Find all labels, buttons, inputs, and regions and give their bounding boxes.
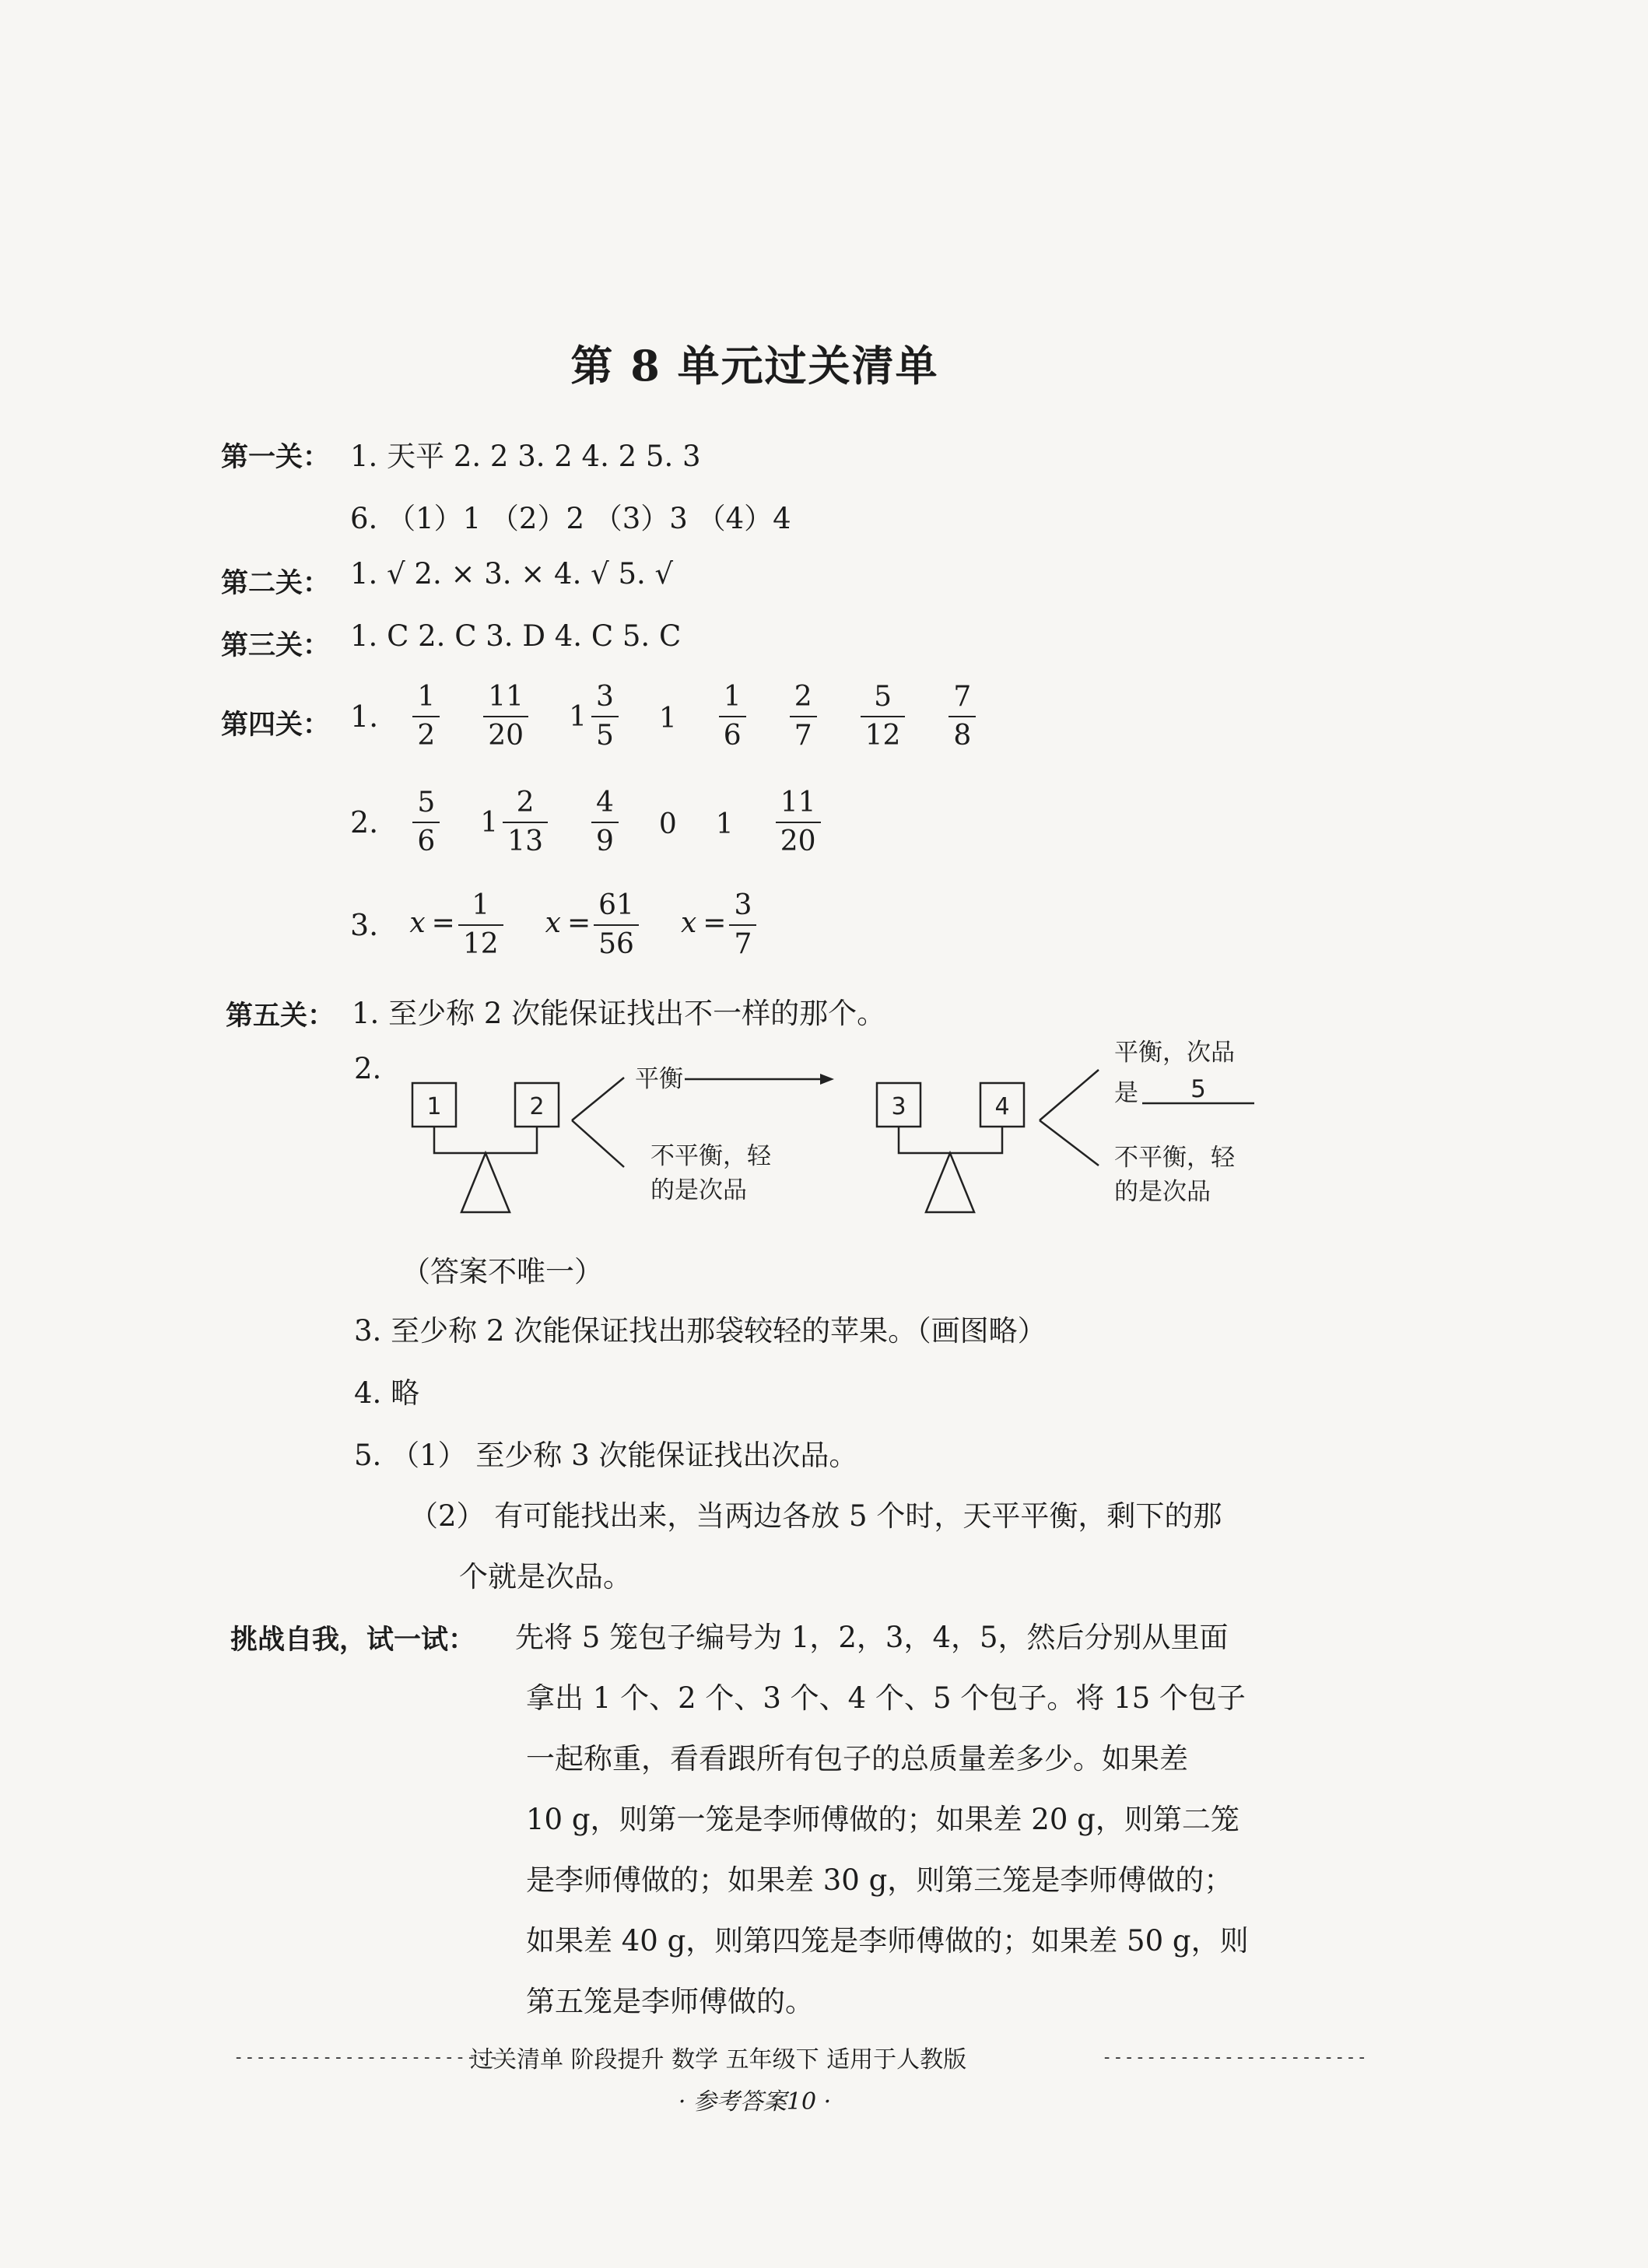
q3-denominator: 7	[734, 928, 752, 960]
challenge-line-6: 如果差 40 g，则第四笼是李师傅做的；如果差 50 g，则	[526, 1924, 1249, 1958]
q1-item	[659, 699, 678, 734]
q1-fraction	[948, 678, 976, 755]
q1-item	[409, 678, 443, 755]
q3-number: 3.	[350, 908, 379, 942]
section-2-label: 第二关：	[221, 568, 331, 599]
section-2-line: 1. √ 2. × 3. × 4. √ 5. √	[350, 557, 674, 591]
q3-numerator: 3	[729, 887, 756, 926]
page-number: · 参考答案10 ·	[678, 2088, 832, 2116]
q1-fraction	[861, 678, 906, 755]
q1-fraction	[719, 678, 746, 755]
q2-denominator: 9	[595, 826, 614, 857]
section-5-q3: 3. 至少称 2 次能保证找出那袋较轻的苹果。（画图略）	[354, 1314, 1047, 1348]
section-1-line-2: 6. （1）1 （2）2 （3）3 （4）4	[350, 502, 791, 535]
unbalanced-label-1: 不平衡，轻	[650, 1142, 771, 1170]
q1-denominator: 12	[864, 720, 901, 752]
beam-1	[434, 1127, 537, 1153]
q1-fraction	[591, 678, 619, 755]
q1-denominator: 6	[723, 720, 742, 752]
q3-equation	[409, 887, 506, 963]
q2-item	[480, 784, 551, 861]
beam-2	[899, 1127, 1002, 1153]
section-5-q5-part2-cont: 个就是次品。	[459, 1560, 632, 1593]
q3-equals: =	[703, 907, 727, 939]
arrow-head	[820, 1074, 834, 1085]
q2-item	[716, 804, 735, 840]
q1-denominator: 8	[953, 720, 972, 752]
q2-numerator: 5	[412, 784, 440, 823]
q1-item	[787, 678, 820, 755]
balanced-label: 平衡	[635, 1065, 683, 1093]
q2-numerator: 2	[503, 784, 548, 823]
q1-fraction	[483, 678, 528, 755]
q2-denominator: 6	[417, 826, 436, 857]
balance-scale-1	[412, 1083, 559, 1212]
q3-equation-list	[409, 889, 798, 960]
q1-value: 1	[658, 703, 677, 734]
result-value: 5	[1190, 1075, 1206, 1103]
q2-denominator: 20	[780, 826, 816, 857]
q2-fraction	[776, 784, 821, 861]
q1-fraction	[412, 678, 440, 755]
challenge-line-2: 拿出 1 个、2 个、3 个、4 个、5 个包子。将 15 个包子	[526, 1681, 1246, 1715]
q1-number: 1.	[350, 699, 379, 734]
page-title: 第 8 单元过关清单	[570, 341, 939, 391]
q3-equals: =	[431, 907, 455, 939]
challenge-label: 挑战自我，试一试：	[230, 1625, 476, 1656]
result-label-1: 平衡，次品	[1114, 1039, 1235, 1067]
q3-fraction	[594, 887, 639, 963]
q1-numerator: 11	[483, 678, 528, 717]
q3-numerator: 1	[458, 887, 503, 926]
q1-item	[480, 678, 531, 755]
q1-denominator: 20	[488, 720, 524, 752]
q1-fraction	[790, 678, 817, 755]
q2-number: 2.	[350, 805, 379, 840]
section-5-q4: 4. 略	[354, 1376, 420, 1410]
q2-numerator: 11	[776, 784, 821, 823]
branch-unbalanced-2	[1040, 1120, 1099, 1166]
q3-variable: x	[409, 907, 426, 939]
fulcrum-1	[461, 1153, 510, 1212]
section-4-q1	[350, 678, 1016, 755]
section-1-line-1: 1. 天平 2. 2 3. 2 4. 2 5. 3	[350, 440, 701, 473]
q2-fraction	[412, 784, 440, 861]
q1-fraction-list	[409, 681, 1016, 752]
q3-denominator: 56	[598, 928, 634, 960]
q2-fraction	[591, 784, 619, 861]
branch-balanced	[572, 1078, 624, 1120]
section-4-label: 第四关：	[221, 710, 331, 741]
q1-numerator: 1	[719, 678, 746, 717]
section-4-q3	[350, 887, 798, 963]
unbalanced-b-label-2: 的是次品	[1114, 1178, 1211, 1206]
section-4-q2	[350, 784, 861, 861]
q1-denominator: 5	[595, 720, 614, 752]
q3-equation	[681, 887, 759, 963]
q3-numerator: 61	[594, 887, 639, 926]
unbalanced-label-2: 的是次品	[650, 1176, 747, 1204]
section-5-q1: 1. 至少称 2 次能保证找出不一样的那个。	[352, 997, 886, 1030]
footer-divider-right: ------------------------	[1102, 2048, 1368, 2067]
q1-numerator: 2	[790, 678, 817, 717]
unbalanced-b-label-1: 不平衡，轻	[1114, 1144, 1235, 1172]
q2-value: 1	[715, 808, 734, 840]
q2-value: 0	[658, 808, 677, 840]
q1-numerator: 3	[591, 678, 619, 717]
challenge-line-3: 一起称重，看看跟所有包子的总质量差多少。如果差	[526, 1742, 1188, 1775]
q2-item	[773, 784, 824, 861]
q2-denominator: 13	[507, 826, 543, 857]
q3-equals: =	[566, 907, 591, 939]
section-5-q2-number: 2.	[354, 1052, 382, 1085]
q3-variable: x	[680, 907, 697, 939]
q2-item	[659, 804, 678, 840]
q1-denominator: 2	[417, 720, 436, 752]
q3-variable: x	[545, 907, 561, 939]
q1-numerator: 7	[948, 678, 976, 717]
challenge-line-1: 先将 5 笼包子编号为 1，2，3，4，5，然后分别从里面	[515, 1621, 1229, 1654]
q1-whole-part: 1	[569, 700, 587, 733]
box-1-label: 1	[426, 1093, 442, 1120]
box-4-label: 4	[994, 1093, 1010, 1120]
balance-diagram	[389, 1035, 1292, 1245]
q1-numerator: 5	[861, 678, 906, 717]
challenge-line-4: 10 g，则第一笼是李师傅做的；如果差 20 g，则第二笼	[526, 1803, 1240, 1836]
branch-balanced-2	[1040, 1070, 1099, 1120]
section-5-q5-part1: 5. （1） 至少称 3 次能保证找出次品。	[354, 1439, 858, 1472]
q2-fraction-list	[409, 787, 861, 857]
section-1-label: 第一关：	[221, 442, 331, 473]
q1-item	[945, 678, 979, 755]
q3-equation	[545, 887, 642, 963]
challenge-line-7: 第五笼是李师傅做的。	[526, 1985, 814, 2018]
fulcrum-2	[926, 1153, 974, 1212]
q2-fraction	[503, 784, 548, 861]
q2-item	[409, 784, 443, 861]
q3-denominator: 12	[462, 928, 499, 960]
result-label-2: 是	[1114, 1079, 1138, 1107]
balance-scale-2	[877, 1083, 1024, 1212]
q1-denominator: 7	[794, 720, 812, 752]
q3-fraction	[458, 887, 503, 963]
q1-item	[716, 678, 749, 755]
q2-numerator: 4	[591, 784, 619, 823]
footer-divider-left: ------------------------	[233, 2048, 500, 2067]
q2-whole-part: 1	[480, 806, 499, 839]
q3-fraction	[729, 887, 756, 963]
footer-text: 过关清单 阶段提升 数学 五年级下 适用于人教版	[470, 2046, 967, 2073]
q1-item	[569, 678, 622, 755]
q2-item	[588, 784, 622, 861]
answer-note: （答案不唯一）	[401, 1255, 603, 1288]
section-3-label: 第三关：	[221, 630, 331, 661]
branch-unbalanced	[572, 1120, 624, 1167]
q1-item	[857, 678, 909, 755]
section-5-q5-part2: （2） 有可能找出来，当两边各放 5 个时，天平平衡，剩下的那	[409, 1499, 1222, 1533]
q1-numerator: 1	[412, 678, 440, 717]
box-3-label: 3	[891, 1093, 906, 1120]
section-5-label: 第五关：	[226, 1001, 335, 1032]
challenge-line-5: 是李师傅做的；如果差 30 g，则第三笼是李师傅做的；	[526, 1863, 1233, 1897]
box-2-label: 2	[529, 1093, 545, 1120]
section-3-line: 1. C 2. C 3. D 4. C 5. C	[350, 619, 682, 653]
